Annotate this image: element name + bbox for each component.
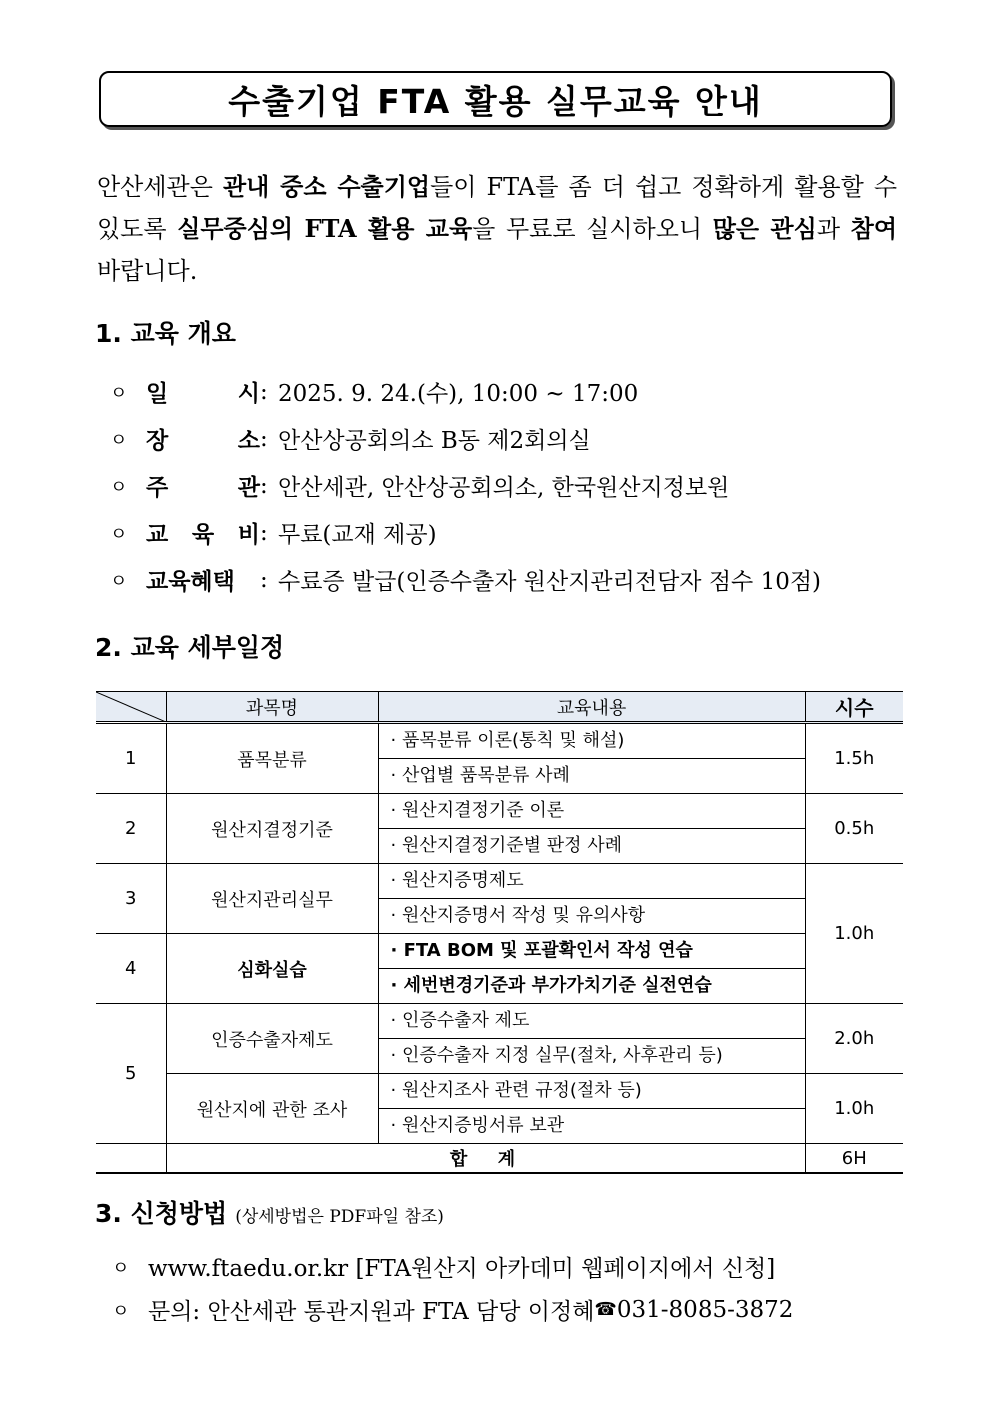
intro-bold-text: 참여 bbox=[850, 214, 898, 243]
colon: : bbox=[260, 425, 268, 452]
row-hours: 2.0h bbox=[805, 1004, 903, 1074]
header-content: 교육내용 bbox=[378, 692, 805, 723]
total-label: 합 계 bbox=[166, 1144, 805, 1174]
row-content: · 원산지결정기준별 판정 사례 bbox=[378, 829, 805, 864]
contact-phone: 031-8085-3872 bbox=[616, 1296, 794, 1323]
intro-paragraph bbox=[97, 166, 897, 292]
table-row bbox=[96, 1004, 903, 1039]
table-row bbox=[96, 723, 903, 759]
label-char: 주 bbox=[146, 475, 169, 501]
overview-label bbox=[146, 563, 260, 596]
section-2-title: 2. 교육 세부일정 bbox=[95, 633, 285, 662]
row-number: 3 bbox=[96, 864, 166, 934]
apply-item bbox=[112, 1288, 972, 1331]
section-3-title-text: 3. 신청방법 bbox=[95, 1199, 228, 1228]
overview-value: 수료증 발급(인증수출자 원산지관리전담자 점수 10점) bbox=[278, 569, 822, 595]
label-char: 교 bbox=[146, 522, 169, 548]
colon: : bbox=[260, 519, 268, 546]
row-content: · 원산지증명서 작성 및 유의사항 bbox=[378, 899, 805, 934]
row-content: · 산업별 품목분류 사례 bbox=[378, 759, 805, 794]
section-3-note: (상세방법은 PDF파일 참조) bbox=[235, 1207, 444, 1227]
label-char: 시 bbox=[237, 381, 260, 407]
overview-label bbox=[146, 516, 260, 549]
overview-value: 안산상공회의소 B동 제2회의실 bbox=[278, 428, 591, 454]
apply-list bbox=[112, 1245, 972, 1331]
intro-text: 과 bbox=[816, 215, 851, 243]
row-hours: 1.5h bbox=[805, 723, 903, 794]
row-content: · 원산지증빙서류 보관 bbox=[378, 1109, 805, 1144]
row-content: · 원산지증명제도 bbox=[378, 864, 805, 899]
row-content: · 세번변경기준과 부가가치기준 실전연습 bbox=[378, 969, 805, 1004]
row-hours: 1.0h bbox=[805, 864, 903, 1004]
intro-text: 바랍니다. bbox=[97, 257, 198, 285]
row-content: · 인증수출자 지정 실무(절차, 사후관리 등) bbox=[378, 1039, 805, 1074]
table-row bbox=[96, 1074, 903, 1109]
section-1-title: 1. 교육 개요 bbox=[95, 319, 236, 348]
apply-item bbox=[112, 1245, 972, 1288]
bullet-icon: ㅇ bbox=[110, 429, 128, 451]
intro-bold-text: 실무중심의 FTA 활용 교육 bbox=[177, 214, 473, 243]
overview-item bbox=[110, 415, 970, 462]
overview-value: 2025. 9. 24.(수), 10:00 ~ 17:00 bbox=[278, 381, 639, 407]
row-number: 2 bbox=[96, 794, 166, 864]
diagonal-line bbox=[96, 692, 166, 722]
row-content: · 품목분류 이론(통칙 및 해설) bbox=[378, 723, 805, 759]
table-row bbox=[96, 934, 903, 969]
colon: : bbox=[260, 378, 268, 405]
apply-contact: 문의: 안산세관 통관지원과 FTA 담당 이정혜 bbox=[148, 1299, 595, 1325]
overview-label bbox=[146, 469, 260, 502]
row-content: · 원산지조사 관련 규정(절차 등) bbox=[378, 1074, 805, 1109]
row-content: · FTA BOM 및 포괄확인서 작성 연습 bbox=[378, 934, 805, 969]
row-subject: 인증수출자제도 bbox=[166, 1004, 378, 1074]
row-content: · 원산지결정기준 이론 bbox=[378, 794, 805, 829]
overview-label bbox=[146, 375, 260, 408]
bullet-icon: ㅇ bbox=[110, 382, 128, 404]
section-3-title bbox=[95, 1194, 444, 1230]
schedule-table bbox=[96, 691, 903, 1174]
bullet-icon: ㅇ bbox=[110, 476, 128, 498]
row-subject: 원산지결정기준 bbox=[166, 794, 378, 864]
row-number: 5 bbox=[96, 1004, 166, 1144]
label-char: 소 bbox=[237, 428, 260, 454]
bullet-icon: ㅇ bbox=[110, 570, 128, 592]
row-number: 4 bbox=[96, 934, 166, 1004]
label-char: 육 bbox=[191, 522, 215, 548]
overview-label bbox=[146, 422, 260, 455]
label-char: 장 bbox=[146, 428, 169, 454]
apply-website[interactable]: www.ftaedu.or.kr [FTA원산지 아카데미 웹페이지에서 신청] bbox=[148, 1256, 776, 1282]
overview-item bbox=[110, 368, 970, 415]
colon: : bbox=[260, 472, 268, 499]
overview-list bbox=[110, 368, 970, 603]
total-empty-cell bbox=[96, 1144, 166, 1174]
page-title: 수출기업 FTA 활용 실무교육 안내 bbox=[99, 71, 892, 127]
table-row bbox=[96, 794, 903, 829]
row-subject: 품목분류 bbox=[166, 723, 378, 794]
header-subject: 과목명 bbox=[166, 692, 378, 723]
row-content: · 인증수출자 제도 bbox=[378, 1004, 805, 1039]
row-subject: 심화실습 bbox=[166, 934, 378, 1004]
intro-text: 을 무료로 실시하오니 bbox=[472, 215, 713, 243]
label-char: 관 bbox=[237, 475, 260, 501]
overview-item bbox=[110, 556, 970, 603]
bullet-icon: ㅇ bbox=[110, 523, 128, 545]
bullet-icon: ㅇ bbox=[112, 1300, 130, 1322]
row-hours: 0.5h bbox=[805, 794, 903, 864]
overview-item bbox=[110, 509, 970, 556]
header-hours: 시수 bbox=[805, 692, 903, 723]
intro-bold-text: 관내 중소 수출기업 bbox=[223, 172, 431, 201]
intro-bold-text: 많은 관심 bbox=[712, 214, 817, 243]
total-hours: 6H bbox=[805, 1144, 903, 1174]
label-char: 일 bbox=[146, 381, 169, 407]
row-subject: 원산지관리실무 bbox=[166, 864, 378, 934]
row-hours: 1.0h bbox=[805, 1074, 903, 1144]
bullet-icon: ㅇ bbox=[112, 1257, 130, 1279]
overview-value: 무료(교재 제공) bbox=[278, 522, 437, 548]
overview-value: 안산세관, 안산상공회의소, 한국원산지정보원 bbox=[278, 475, 730, 501]
colon: : bbox=[260, 566, 268, 593]
table-row bbox=[96, 864, 903, 899]
telephone-icon: ☎ bbox=[594, 1299, 617, 1320]
overview-item bbox=[110, 462, 970, 509]
intro-text: 들이 FTA를 좀 더 쉽고 정확하게 활용할 수 있도록 bbox=[97, 173, 898, 243]
row-number: 1 bbox=[96, 723, 166, 794]
label-char: 교육혜택 bbox=[146, 569, 235, 595]
intro-text: 안산세관은 bbox=[97, 173, 223, 201]
header-corner-cell bbox=[96, 692, 166, 723]
total-row bbox=[96, 1144, 903, 1174]
row-subject: 원산지에 관한 조사 bbox=[166, 1074, 378, 1144]
label-char: 비 bbox=[237, 522, 260, 548]
